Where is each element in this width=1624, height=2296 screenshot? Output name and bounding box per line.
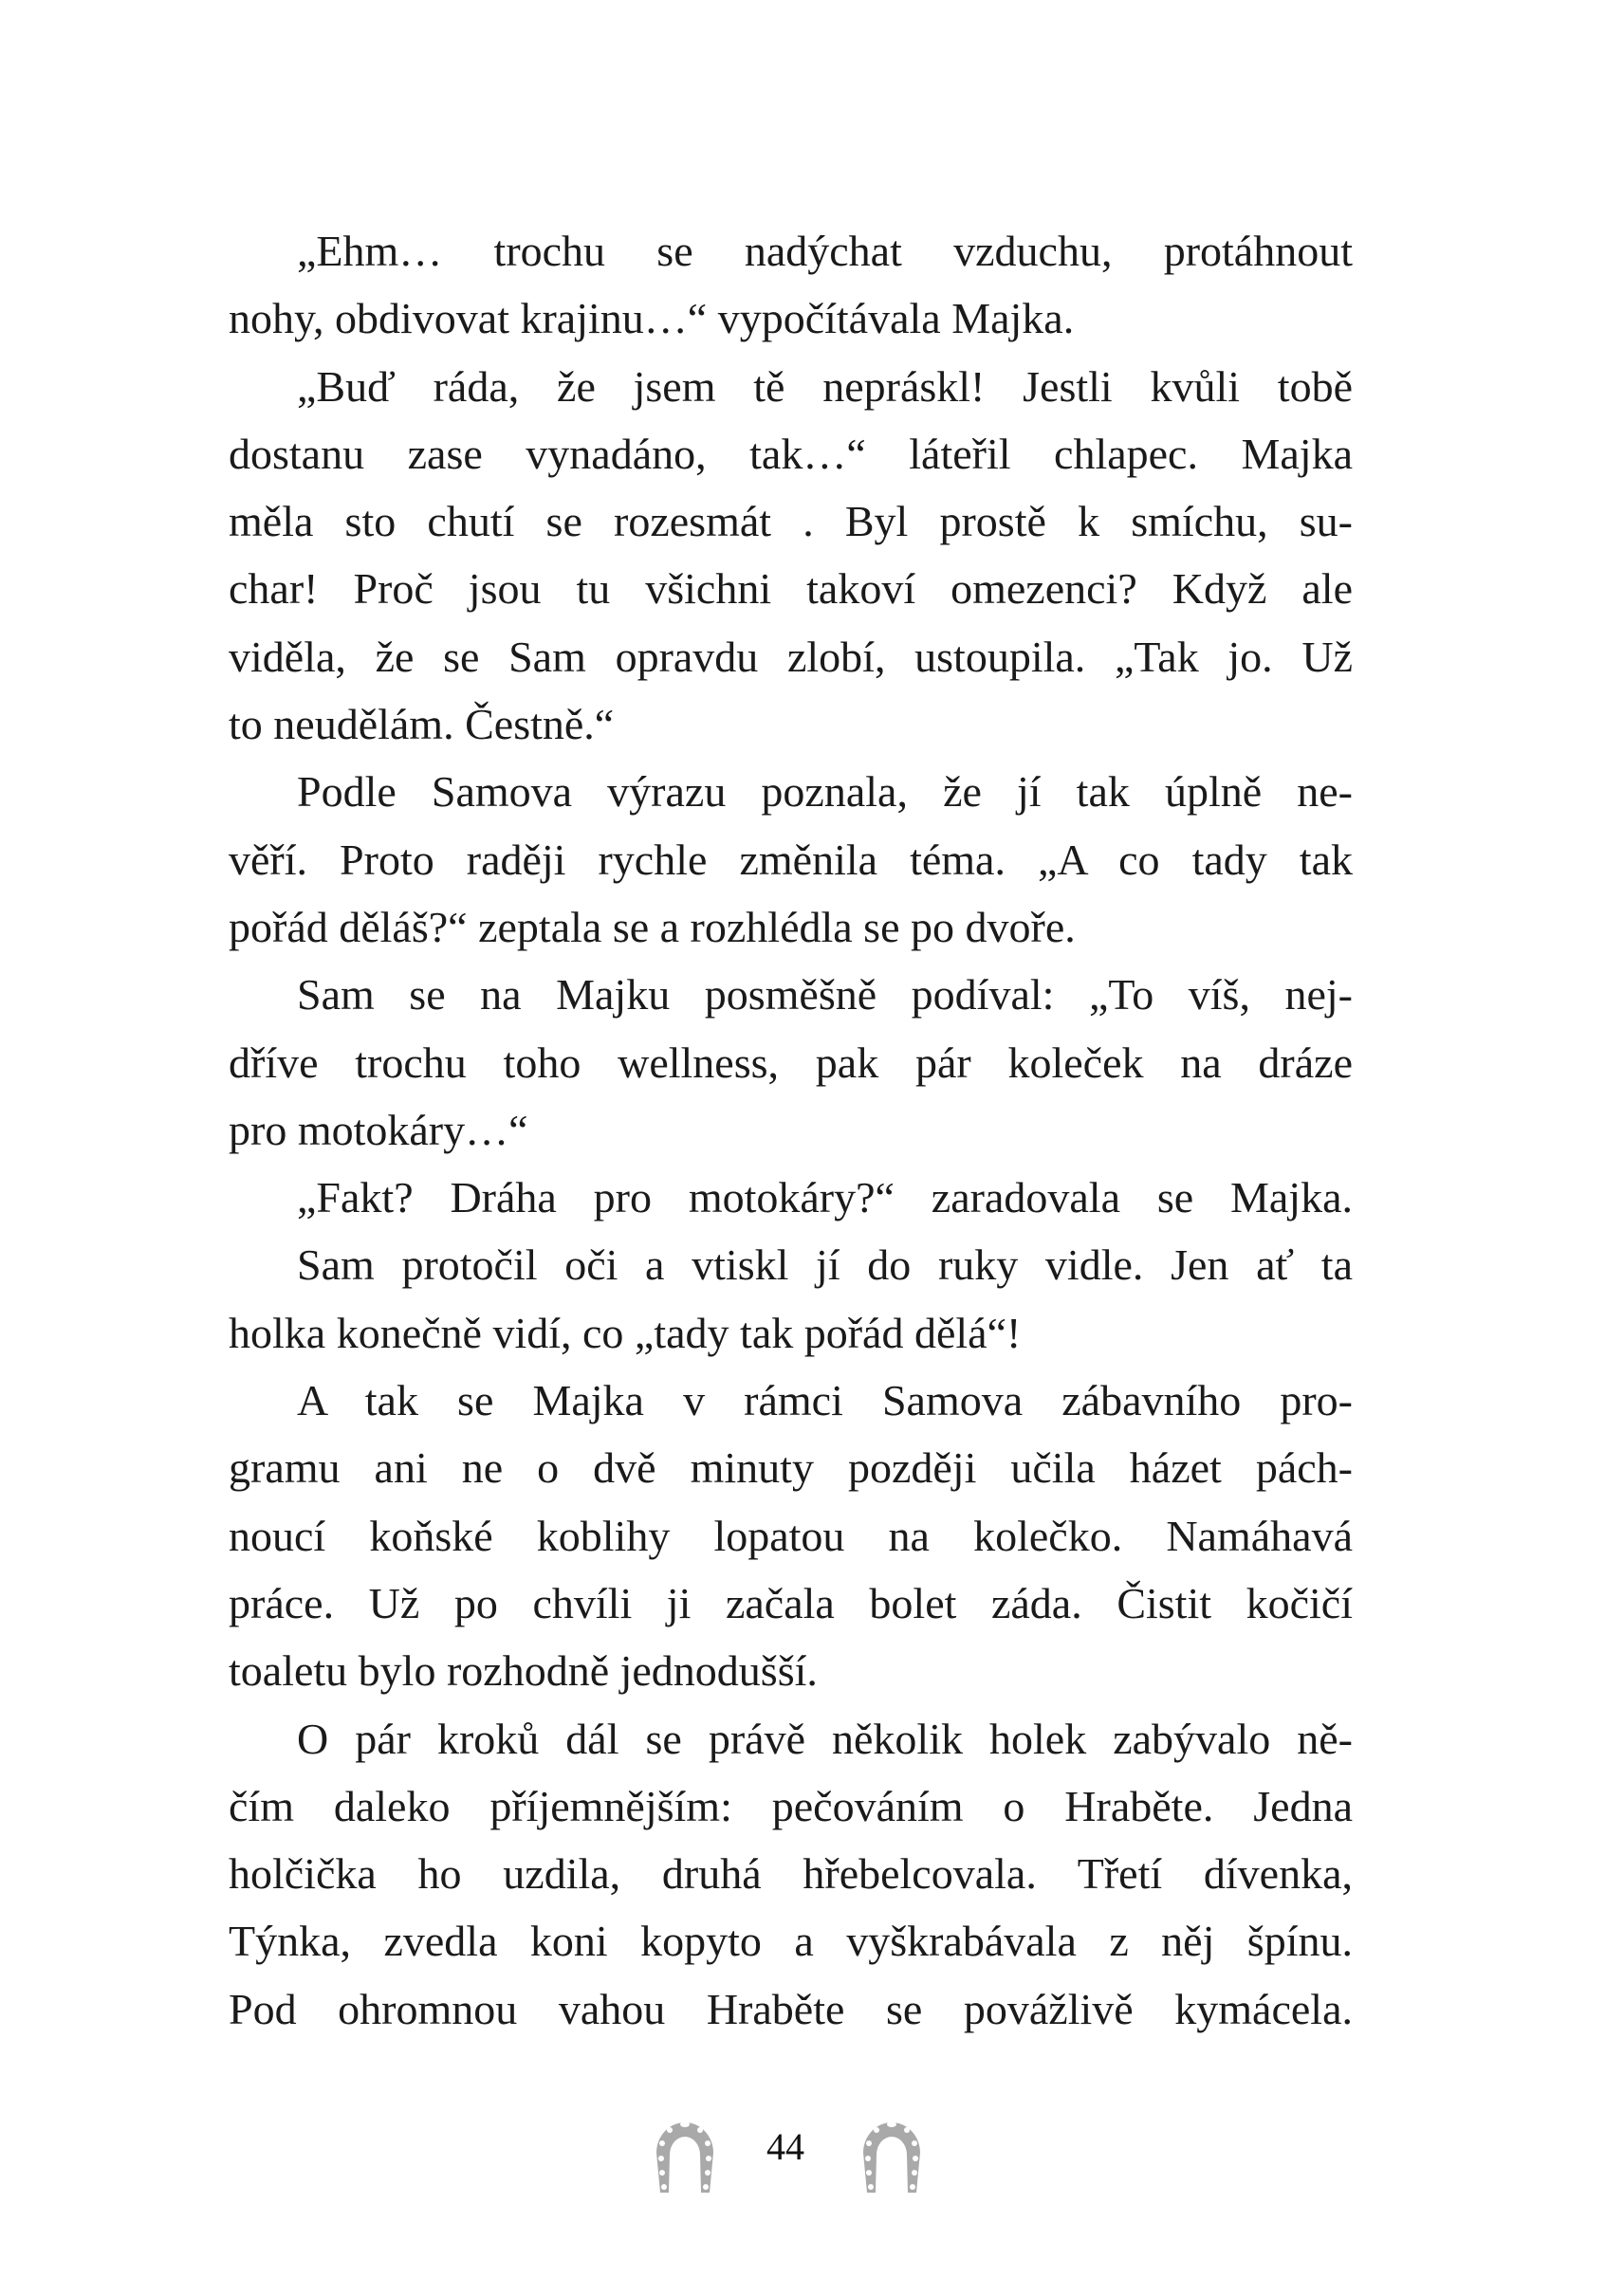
text-line: to neudělám. Čestně.“ bbox=[229, 700, 615, 749]
text-line: Sam protočil oči a vtiskl jí do ruky vidle. Jen ať ta bbox=[297, 1240, 1353, 1290]
text-line: „Buď ráda, že jsem tě nepráskl! Jestli kvůli tobě bbox=[297, 361, 1353, 411]
text-line: dostanu zase vynadáno, tak…“ láteřil chlapec. Majka bbox=[229, 429, 1353, 478]
text-line: měla sto chutí se rozesmát . Byl prostě k smíchu, su- bbox=[229, 497, 1353, 546]
text-line: noucí koňské koblihy lopatou na kolečko. Namáhavá bbox=[229, 1511, 1353, 1560]
horseshoe-icon bbox=[854, 2111, 930, 2196]
horseshoe-icon bbox=[647, 2111, 723, 2196]
page-number: 44 bbox=[766, 2125, 804, 2168]
text-line: Pod ohromnou vahou Hraběte se povážlivě kymácela. bbox=[229, 1984, 1353, 2033]
paragraph bbox=[229, 1705, 1353, 2043]
paragraph bbox=[229, 758, 1353, 961]
text-line: O pár kroků dál se právě několik holek zabývalo ně- bbox=[297, 1714, 1353, 1763]
text-line: Podle Samova výrazu poznala, že jí tak úplně ne- bbox=[297, 767, 1353, 817]
text-line: viděla, že se Sam opravdu zlobí, ustoupila. „Tak jo. Už bbox=[229, 632, 1353, 681]
text-line: „Ehm… trochu se nadýchat vzduchu, protáhnout bbox=[297, 227, 1353, 275]
paragraph bbox=[229, 1164, 1353, 1231]
text-line: Týnka, zvedla koni kopyto a vyškrabávala z něj špínu. bbox=[229, 1917, 1353, 1966]
text-line: věří. Proto raději rychle změnila téma. „A co tady tak bbox=[229, 835, 1353, 884]
text-line: dříve trochu toho wellness, pak pár koleček na dráze bbox=[229, 1038, 1353, 1087]
text-line: čím daleko příjemnějším: pečováním o Hraběte. Jedna bbox=[229, 1781, 1353, 1830]
text-line: A tak se Majka v rámci Samova zábavního pro- bbox=[297, 1376, 1353, 1425]
text-line: nohy, obdivovat krajinu…“ vypočítávala Majka. bbox=[229, 294, 1075, 343]
paragraph bbox=[229, 961, 1353, 1164]
body-text bbox=[229, 217, 1353, 2043]
text-line: Sam se na Majku posměšně podíval: „To víš, nej- bbox=[297, 970, 1353, 1019]
paragraph bbox=[229, 1231, 1353, 1367]
paragraph bbox=[229, 1367, 1353, 1704]
text-line: „Fakt? Dráha pro motokáry?“ zaradovala se Majka. bbox=[297, 1173, 1353, 1222]
paragraph bbox=[229, 353, 1353, 759]
text-line: gramu ani ne o dvě minuty později učila házet pách- bbox=[229, 1443, 1353, 1493]
text-line: holka konečně vidí, co „tady tak pořád dělá“! bbox=[229, 1308, 1022, 1357]
text-line: pro motokáry…“ bbox=[229, 1105, 528, 1154]
text-line: holčička ho uzdila, druhá hřebelcovala. Třetí dívenka, bbox=[229, 1849, 1353, 1899]
text-line: pořád děláš?“ zeptala se a rozhlédla se po dvoře. bbox=[229, 902, 1076, 951]
text-line: práce. Už po chvíli ji začala bolet záda. Čistit kočičí bbox=[229, 1578, 1353, 1627]
paragraph bbox=[229, 217, 1353, 353]
page-footer bbox=[0, 2105, 1624, 2200]
text-line: char! Proč jsou tu všichni takoví omezenci? Když ale bbox=[229, 564, 1353, 614]
text-line: toaletu bylo rozhodně jednodušší. bbox=[229, 1646, 818, 1696]
